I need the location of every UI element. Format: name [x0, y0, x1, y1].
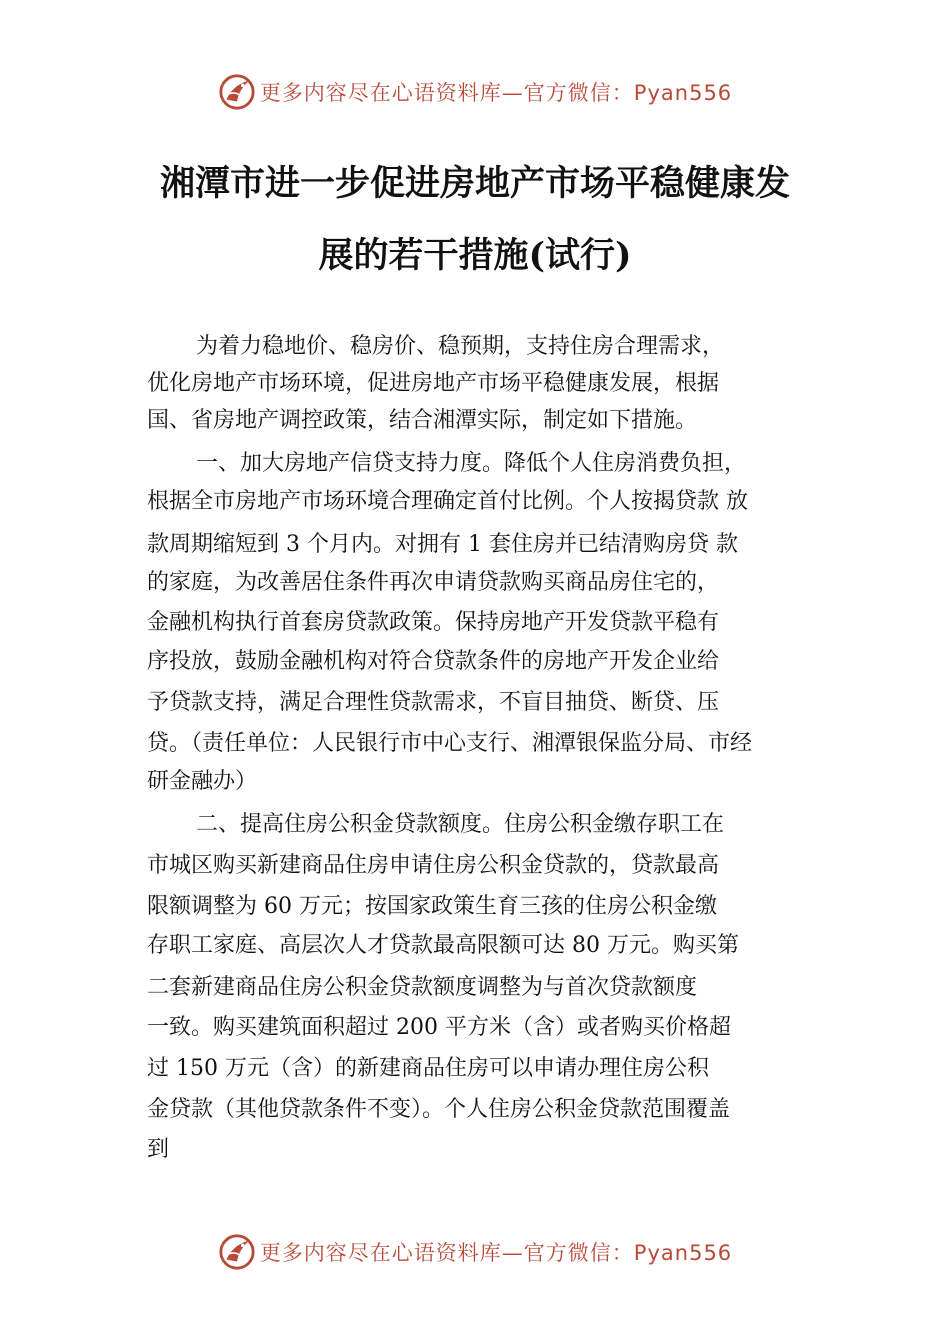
watermark-text: 更多内容尽在心语资料库—官方微信：Pyan556: [259, 1241, 733, 1265]
body-line: 一、加大房地产信贷支持力度。降低个人住房消费负担，: [196, 451, 747, 476]
body-line: 款周期缩短到 3 个月内。对拥有 1 套住房并已结清购房贷 款: [147, 532, 738, 557]
body-line: 金融机构执行首套房贷款政策。保持房地产开发贷款平稳有: [147, 610, 720, 635]
body-line: 金贷款（其他贷款条件不变）。个人住房公积金贷款范围覆盖: [147, 1097, 731, 1122]
body-line: 二套新建商品住房公积金贷款额度调整为与首次贷款额度: [147, 975, 698, 1000]
body-line: 过 150 万元（含）的新建商品住房可以申请办理住房公积: [147, 1056, 709, 1081]
header-watermark-banner: [0, 72, 950, 112]
body-line: 的家庭，为改善居住条件再次申请贷款购买商品房住宅的，: [147, 570, 720, 595]
body-line: 二、提高住房公积金贷款额度。住房公积金缴存职工在: [196, 812, 725, 837]
footer-watermark-banner: [0, 1232, 950, 1272]
body-line: 到: [147, 1137, 170, 1162]
body-line: 根据全市房地产市场环境合理确定首付比例。个人按揭贷款 放: [147, 489, 748, 514]
body-line: 优化房地产市场环境，促进房地产市场平稳健康发展，根据: [147, 371, 720, 396]
body-line: 一致。购买建筑面积超过 200 平方米（含）或者购买价格超: [147, 1015, 731, 1040]
phoenix-logo-icon: [218, 1233, 256, 1271]
phoenix-logo-icon: [218, 73, 256, 111]
body-line: 市城区购买新建商品住房申请住房公积金贷款的，贷款最高: [147, 853, 720, 878]
document-title-line-1: 湘潭市进一步促进房地产市场平稳健康发: [159, 163, 790, 204]
body-line: 贷。（责任单位：人民银行市中心支行、湘潭银保监分局、市经: [147, 731, 753, 756]
body-line: 予贷款支持，满足合理性贷款需求，不盲目抽贷、断贷、压: [147, 690, 720, 715]
body-line: 国、省房地产调控政策，结合湘潭实际，制定如下措施。: [147, 408, 698, 433]
body-line: 研金融办）: [147, 769, 258, 794]
body-line: 限额调整为 60 万元；按国家政策生育三孩的住房公积金缴: [147, 894, 717, 919]
body-line: 为着力稳地价、稳房价、稳预期，支持住房合理需求，: [196, 334, 725, 359]
watermark-text: 更多内容尽在心语资料库—官方微信：Pyan556: [259, 81, 733, 105]
document-title-line-2: 展的若干措施(试行): [318, 235, 632, 276]
body-line: 存职工家庭、高层次人才贷款最高限额可达 80 万元。购买第: [147, 933, 739, 958]
body-line: 序投放，鼓励金融机构对符合贷款条件的房地产开发企业给: [147, 649, 720, 674]
